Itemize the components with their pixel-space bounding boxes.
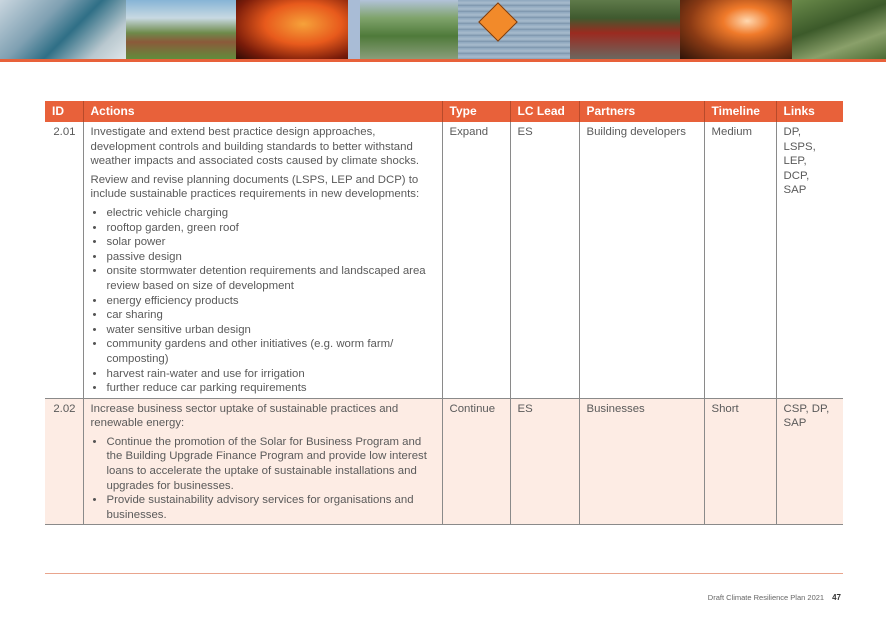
list-item: • Continue the promotion of the Solar for Business Program and the Building Upgrade Finance Program and provide low interest loans to accelerate the uptake of sustainable installations and upgrades for businesses. (107, 435, 435, 493)
traffic-sign-icon (478, 2, 518, 42)
row-actions (83, 122, 442, 398)
row-lc-lead: ES (510, 122, 579, 398)
row-id: 2.02 (45, 398, 83, 525)
list-item: • further reduce car parking requirements (107, 381, 435, 396)
green-building-photo (360, 0, 458, 60)
link-ref: DP, (783, 126, 802, 138)
row-lc-lead: ES (510, 398, 579, 525)
row-links (776, 398, 843, 525)
table-row (45, 398, 843, 525)
link-ref: CSP, DP, (783, 402, 830, 415)
list-item: • rooftop garden, green roof (107, 221, 435, 236)
row-timeline: Short (704, 398, 776, 525)
link-ref: LEP, (783, 155, 807, 168)
list-item: • car sharing (107, 308, 435, 323)
action-paragraph: Investigate and extend best practice design approaches, development controls and building standards to better withstand weather impacts and associated costs caused by climate shocks. (90, 126, 420, 168)
lightning-storm-photo (680, 0, 792, 60)
header-actions: Actions (83, 101, 442, 122)
list-item: • passive design (107, 250, 435, 265)
page-number: 47 (832, 593, 841, 602)
photo-banner (0, 0, 886, 60)
footer-divider (45, 573, 843, 574)
ocean-wave-photo (0, 0, 126, 60)
link-ref: DCP, (783, 169, 810, 182)
link-ref: SAP (783, 184, 807, 197)
list-item: • Provide sustainability advisory services for organisations and businesses. (107, 493, 435, 522)
header-type: Type (442, 101, 510, 122)
action-bullet-list (91, 435, 435, 523)
header-links: Links (776, 101, 843, 122)
row-links (776, 122, 843, 398)
list-item: • water sensitive urban design (107, 323, 435, 338)
action-paragraph: Increase business sector uptake of sustainable practices and renewable energy: (90, 402, 399, 430)
header-timeline: Timeline (704, 101, 776, 122)
action-paragraph: Review and revise planning documents (LSPS, LEP and DCP) to include sustainable practices requirements in new developments: (90, 173, 420, 201)
list-item: • solar power (107, 235, 435, 250)
bushfire-photo (236, 0, 348, 60)
row-type: Continue (442, 398, 510, 525)
row-type: Expand (442, 122, 510, 398)
flood-traffic-sign-photo (458, 0, 570, 60)
link-ref: LSPS, (783, 140, 816, 153)
table-row (45, 122, 843, 398)
list-item: • harvest rain-water and use for irrigation (107, 367, 435, 382)
header-partners: Partners (579, 101, 704, 122)
rainforest-photo (792, 0, 886, 60)
list-item: • energy efficiency products (107, 294, 435, 309)
list-item: • electric vehicle charging (107, 206, 435, 221)
header-id: ID (45, 101, 83, 122)
list-item: • community gardens and other initiatives (e.g. worm farm/ composting) (107, 337, 435, 366)
banner-gap (348, 0, 360, 60)
actions-table (45, 101, 843, 525)
document-title: Draft Climate Resilience Plan 2021 (707, 593, 825, 602)
row-partners: Businesses (579, 398, 704, 525)
row-actions (83, 398, 442, 525)
list-item: • onsite stormwater detention requirements and landscaped area review based on size of development (107, 264, 435, 293)
page-footer (708, 593, 841, 602)
link-ref: SAP (783, 417, 807, 430)
row-timeline: Medium (704, 122, 776, 398)
banner-divider (0, 59, 886, 62)
row-partners: Building developers (579, 122, 704, 398)
action-bullet-list (91, 206, 435, 396)
heat-building-photo (126, 0, 236, 60)
row-id: 2.01 (45, 122, 83, 398)
table-header-row (45, 101, 843, 122)
header-lc-lead: LC Lead (510, 101, 579, 122)
storm-damage-car-photo (570, 0, 680, 60)
